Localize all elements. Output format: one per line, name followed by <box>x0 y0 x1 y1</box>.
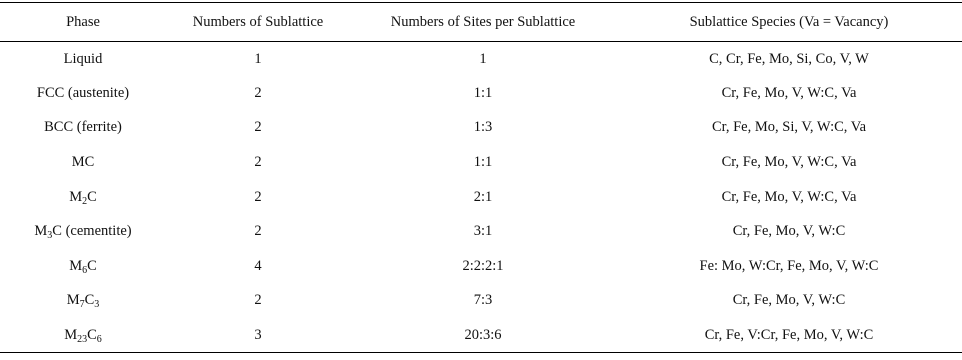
table-header <box>0 3 962 42</box>
species-cell: Cr, Fe, Mo, V, W:C, Va <box>721 84 857 101</box>
phase-cell <box>0 180 166 215</box>
formula-subscript: 7 <box>79 299 85 311</box>
table-row <box>0 111 962 146</box>
table-row <box>0 249 962 284</box>
phase-cell <box>0 42 166 77</box>
phase-name: Liquid <box>63 50 103 67</box>
formula-element: M <box>34 223 48 240</box>
sublattice-count-cell: 2 <box>254 188 262 205</box>
species-cell: C, Cr, Fe, Mo, Si, Co, V, W <box>709 50 869 67</box>
header-row <box>0 3 962 42</box>
header-phase: Phase <box>66 13 100 30</box>
formula-subscript: 3 <box>47 230 53 242</box>
formula-element: C <box>87 257 97 274</box>
sublattice-model-table <box>0 2 962 353</box>
sites-cell: 1:1 <box>473 84 493 101</box>
sites-cell: 2:1 <box>473 188 493 205</box>
formula-element: C (cementite) <box>52 223 132 240</box>
sublattice-count-cell: 4 <box>254 257 262 274</box>
table-row <box>0 214 962 249</box>
sites-cell: 20:3:6 <box>464 326 502 343</box>
phase-formula <box>66 292 100 311</box>
formula-subscript: 2 <box>82 195 88 207</box>
phase-formula <box>64 327 102 343</box>
species-cell: Cr, Fe, Mo, V, W:C, Va <box>721 188 857 205</box>
phase-cell <box>0 284 166 319</box>
phase-formula <box>69 189 97 205</box>
phase-name: FCC (austenite) <box>36 84 130 101</box>
species-cell: Cr, Fe, Mo, V, W:C <box>732 223 846 240</box>
sites-cell: 2:2:2:1 <box>462 257 504 274</box>
sites-cell: 1:3 <box>473 119 493 136</box>
table-row <box>0 180 962 215</box>
sites-cell: 1 <box>479 50 487 67</box>
formula-subscript: 6 <box>96 333 102 345</box>
sites-cell: 7:3 <box>473 292 493 309</box>
sites-cell: 3:1 <box>473 223 493 240</box>
phase-formula <box>34 223 132 242</box>
formula-subscript: 6 <box>82 264 88 276</box>
species-cell: Cr, Fe, Mo, V, W:C, Va <box>721 154 857 171</box>
header-numbers-of-sublattice: Numbers of Sublattice <box>192 13 324 30</box>
sublattice-count-cell: 1 <box>254 50 262 67</box>
table-body <box>0 42 962 353</box>
formula-subscript: 23 <box>77 333 88 345</box>
formula-subscript: 3 <box>94 299 100 311</box>
table-row <box>0 145 962 180</box>
sublattice-count-cell: 2 <box>254 154 262 171</box>
header-sites-per-sublattice: Numbers of Sites per Sublattice <box>390 13 576 30</box>
phase-cell <box>0 318 166 353</box>
species-cell: Fe: Mo, W:Cr, Fe, Mo, V, W:C <box>699 257 879 274</box>
phase-cell <box>0 214 166 249</box>
species-cell: Cr, Fe, V:Cr, Fe, Mo, V, W:C <box>704 326 874 343</box>
table-row <box>0 284 962 319</box>
sites-cell: 1:1 <box>473 154 493 171</box>
phase-cell <box>0 249 166 284</box>
formula-element: M <box>69 257 83 274</box>
table-row <box>0 318 962 353</box>
sublattice-count-cell: 3 <box>254 326 262 343</box>
sublattice-count-cell: 2 <box>254 84 262 101</box>
sublattice-count-cell: 2 <box>254 292 262 309</box>
table-row <box>0 42 962 77</box>
phase-cell <box>0 76 166 111</box>
sublattice-count-cell: 2 <box>254 223 262 240</box>
phase-formula <box>69 258 97 274</box>
formula-element: C <box>87 188 97 205</box>
sublattice-count-cell: 2 <box>254 119 262 136</box>
species-cell: Cr, Fe, Mo, V, W:C <box>732 292 846 309</box>
phase-cell <box>0 111 166 146</box>
phase-cell <box>0 145 166 180</box>
phase-name: BCC (ferrite) <box>44 119 122 136</box>
phase-name: MC <box>71 154 95 171</box>
species-cell: Cr, Fe, Mo, Si, V, W:C, Va <box>711 119 867 136</box>
header-sublattice-species: Sublattice Species (Va = Vacancy) <box>689 13 889 30</box>
formula-element: C <box>87 326 97 343</box>
formula-element: M <box>69 188 83 205</box>
formula-element: M <box>66 292 80 309</box>
formula-element: M <box>64 326 78 343</box>
table-row <box>0 76 962 111</box>
formula-element: C <box>84 292 95 309</box>
